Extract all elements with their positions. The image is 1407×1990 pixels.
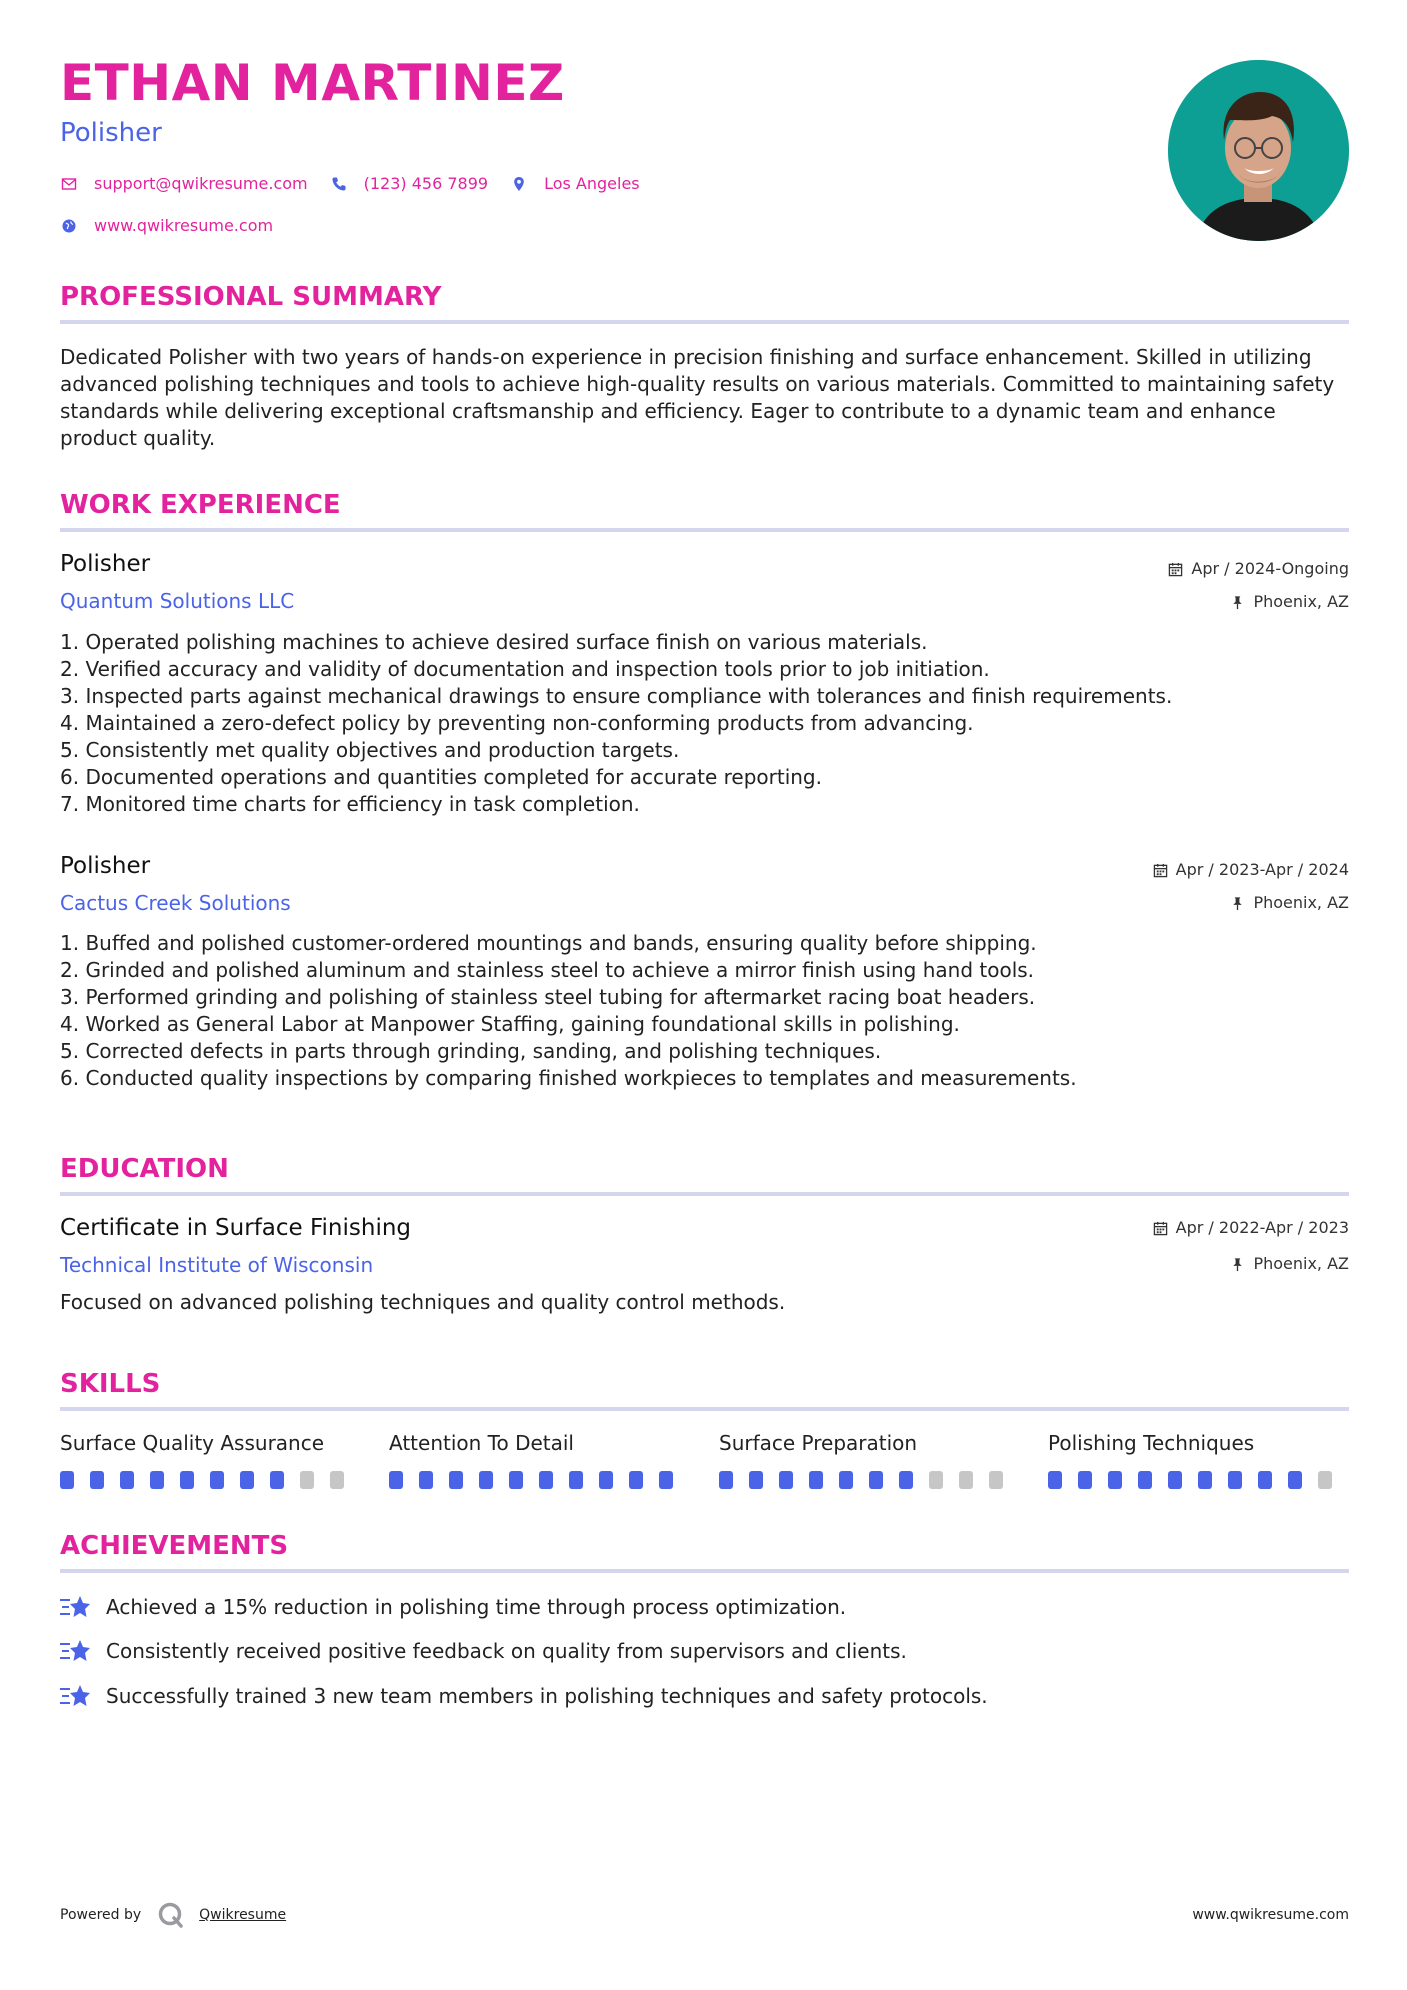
map-pin-icon: [510, 175, 528, 193]
education-dates-text: Apr / 2022-Apr / 2023: [1175, 1218, 1349, 1237]
education-dates: [1153, 1220, 1349, 1236]
skill-name: Attention To Detail: [389, 1431, 574, 1455]
rating-dot-empty: [1318, 1471, 1332, 1489]
rating-dot-filled: [719, 1471, 733, 1489]
achievement-text: Successfully trained 3 new team members in polishing techniques and safety protocols.: [106, 1684, 988, 1708]
achievement-item: [60, 1593, 846, 1621]
job-dates-text: Apr / 2024-Ongoing: [1191, 559, 1349, 578]
rating-dot-filled: [1198, 1471, 1212, 1489]
skill-rating: [60, 1471, 360, 1489]
bullet-item: 6. Conducted quality inspections by comparing finished workpieces to templates and measurements.: [60, 1066, 1077, 1090]
contact-row-website: [60, 216, 295, 235]
job-bullets: [60, 930, 1350, 1092]
candidate-title: Polisher: [60, 118, 162, 148]
experience-heading: WORK EXPERIENCE: [60, 490, 341, 520]
job-title: Polisher: [60, 853, 151, 879]
rating-dot-filled: [1288, 1471, 1302, 1489]
rating-dot-filled: [180, 1471, 194, 1489]
bullet-item: 4. Worked as General Labor at Manpower Staffing, gaining foundational skills in polishing.: [60, 1012, 960, 1036]
job-dates: [1168, 561, 1349, 577]
qwikresume-logo-icon: [157, 1901, 185, 1929]
contact-row: [60, 174, 662, 193]
bullet-item: 5. Corrected defects in parts through grinding, sanding, and polishing techniques.: [60, 1039, 882, 1063]
qwikresume-link[interactable]: Qwikresume: [199, 1907, 287, 1923]
rating-dot-filled: [1048, 1471, 1062, 1489]
rating-dot-filled: [599, 1471, 613, 1489]
rating-dot-filled: [659, 1471, 673, 1489]
summary-heading: PROFESSIONAL SUMMARY: [60, 282, 442, 312]
school-name: Technical Institute of Wisconsin: [60, 1253, 374, 1277]
job-bullets: [60, 629, 1350, 818]
education-location: [1230, 1256, 1349, 1272]
calendar-icon: [1168, 562, 1183, 577]
calendar-icon: [1153, 1221, 1168, 1236]
company-name: Cactus Creek Solutions: [60, 891, 291, 915]
location-text: Los Angeles: [544, 174, 640, 193]
rating-dot-filled: [60, 1471, 74, 1489]
rating-dot-filled: [210, 1471, 224, 1489]
rating-dot-empty: [989, 1471, 1003, 1489]
skill-rating: [1048, 1471, 1348, 1489]
section-divider: [60, 320, 1349, 324]
skill-item: [60, 1433, 360, 1489]
section-divider: [60, 1569, 1349, 1573]
achievements-heading: ACHIEVEMENTS: [60, 1531, 289, 1561]
rating-dot-filled: [899, 1471, 913, 1489]
candidate-name: ETHAN MARTINEZ: [60, 54, 565, 112]
education-heading: EDUCATION: [60, 1154, 229, 1184]
rating-dot-filled: [389, 1471, 403, 1489]
rating-dot-filled: [150, 1471, 164, 1489]
bullet-item: 1. Operated polishing machines to achieve desired surface finish on various materials.: [60, 630, 928, 654]
rating-dot-filled: [749, 1471, 763, 1489]
skill-rating: [719, 1471, 1019, 1489]
bullet-item: 2. Grinded and polished aluminum and stainless steel to achieve a mirror finish using hand tools.: [60, 958, 1035, 982]
rating-dot-filled: [240, 1471, 254, 1489]
rating-dot-filled: [1078, 1471, 1092, 1489]
job-dates-text: Apr / 2023-Apr / 2024: [1175, 860, 1349, 879]
rating-dot-filled: [809, 1471, 823, 1489]
rating-dot-empty: [959, 1471, 973, 1489]
job-location: [1230, 594, 1349, 610]
star-icon: [60, 1682, 92, 1710]
skill-item: [389, 1433, 689, 1489]
calendar-icon: [1153, 863, 1168, 878]
job-dates: [1153, 862, 1349, 878]
rating-dot-filled: [1138, 1471, 1152, 1489]
rating-dot-filled: [270, 1471, 284, 1489]
skill-item: [719, 1433, 1019, 1489]
job-title: Polisher: [60, 551, 151, 577]
skill-rating: [389, 1471, 689, 1489]
section-divider: [60, 528, 1349, 532]
phone-icon: [330, 175, 348, 193]
star-icon: [60, 1637, 92, 1665]
achievement-text: Consistently received positive feedback on quality from supervisors and clients.: [106, 1639, 907, 1663]
degree-title: Certificate in Surface Finishing: [60, 1215, 412, 1241]
rating-dot-empty: [929, 1471, 943, 1489]
rating-dot-filled: [629, 1471, 643, 1489]
skill-name: Surface Preparation: [719, 1431, 918, 1455]
rating-dot-filled: [869, 1471, 883, 1489]
rating-dot-filled: [1108, 1471, 1122, 1489]
pushpin-icon: [1230, 896, 1245, 911]
rating-dot-filled: [779, 1471, 793, 1489]
job-location: [1230, 895, 1349, 911]
globe-icon: [60, 217, 78, 235]
education-location-text: Phoenix, AZ: [1253, 1254, 1349, 1273]
powered-by-label: Powered by: [60, 1907, 142, 1923]
section-divider: [60, 1192, 1349, 1196]
footer-powered-by: [60, 1901, 286, 1929]
bullet-item: 3. Inspected parts against mechanical drawings to ensure compliance with tolerances and finish requirements.: [60, 684, 1173, 708]
job-location-text: Phoenix, AZ: [1253, 592, 1349, 611]
rating-dot-filled: [1228, 1471, 1242, 1489]
rating-dot-filled: [1168, 1471, 1182, 1489]
star-icon: [60, 1593, 92, 1621]
email-link[interactable]: support@qwikresume.com: [94, 174, 308, 193]
skill-name: Surface Quality Assurance: [60, 1431, 325, 1455]
bullet-item: 2. Verified accuracy and validity of documentation and inspection tools prior to job initiation.: [60, 657, 990, 681]
rating-dot-filled: [509, 1471, 523, 1489]
rating-dot-empty: [300, 1471, 314, 1489]
envelope-icon: [60, 175, 78, 193]
rating-dot-filled: [839, 1471, 853, 1489]
profile-photo: [1168, 60, 1349, 241]
skill-name: Polishing Techniques: [1048, 1431, 1255, 1455]
rating-dot-filled: [419, 1471, 433, 1489]
bullet-item: 5. Consistently met quality objectives and production targets.: [60, 738, 680, 762]
achievement-item: [60, 1682, 988, 1710]
rating-dot-filled: [569, 1471, 583, 1489]
summary-text: Dedicated Polisher with two years of hands-on experience in precision finishing and surface enhancement. Skilled in utilizing advanced polishing techniques and tools to achieve high-quality results on various materials. Committed to maintaining safety standards while delivering exceptional craftsmanship and efficiency. Eager to contribute to a dynamic team and enhance product quality.: [60, 345, 1335, 450]
rating-dot-filled: [449, 1471, 463, 1489]
rating-dot-empty: [330, 1471, 344, 1489]
phone-link[interactable]: (123) 456 7899: [363, 174, 489, 193]
bullet-item: 6. Documented operations and quantities completed for accurate reporting.: [60, 765, 822, 789]
skill-item: [1048, 1433, 1348, 1489]
achievement-text: Achieved a 15% reduction in polishing time through process optimization.: [106, 1595, 847, 1619]
rating-dot-filled: [90, 1471, 104, 1489]
education-description: Focused on advanced polishing techniques and quality control methods.: [60, 1290, 786, 1314]
footer-website-link[interactable]: www.qwikresume.com: [1192, 1907, 1349, 1923]
bullet-item: 4. Maintained a zero-defect policy by preventing non-conforming products from advancing.: [60, 711, 974, 735]
pushpin-icon: [1230, 1257, 1245, 1272]
section-divider: [60, 1407, 1349, 1411]
bullet-item: 3. Performed grinding and polishing of stainless steel tubing for aftermarket racing boat headers.: [60, 985, 1036, 1009]
job-location-text: Phoenix, AZ: [1253, 893, 1349, 912]
rating-dot-filled: [1258, 1471, 1272, 1489]
website-link[interactable]: www.qwikresume.com: [94, 216, 274, 235]
bullet-item: 7. Monitored time charts for efficiency in task completion.: [60, 792, 640, 816]
skills-heading: SKILLS: [60, 1369, 161, 1399]
achievement-item: [60, 1637, 907, 1665]
rating-dot-filled: [479, 1471, 493, 1489]
rating-dot-filled: [539, 1471, 553, 1489]
rating-dot-filled: [120, 1471, 134, 1489]
company-name: Quantum Solutions LLC: [60, 589, 295, 613]
pushpin-icon: [1230, 595, 1245, 610]
bullet-item: 1. Buffed and polished customer-ordered mountings and bands, ensuring quality before shipping.: [60, 931, 1037, 955]
